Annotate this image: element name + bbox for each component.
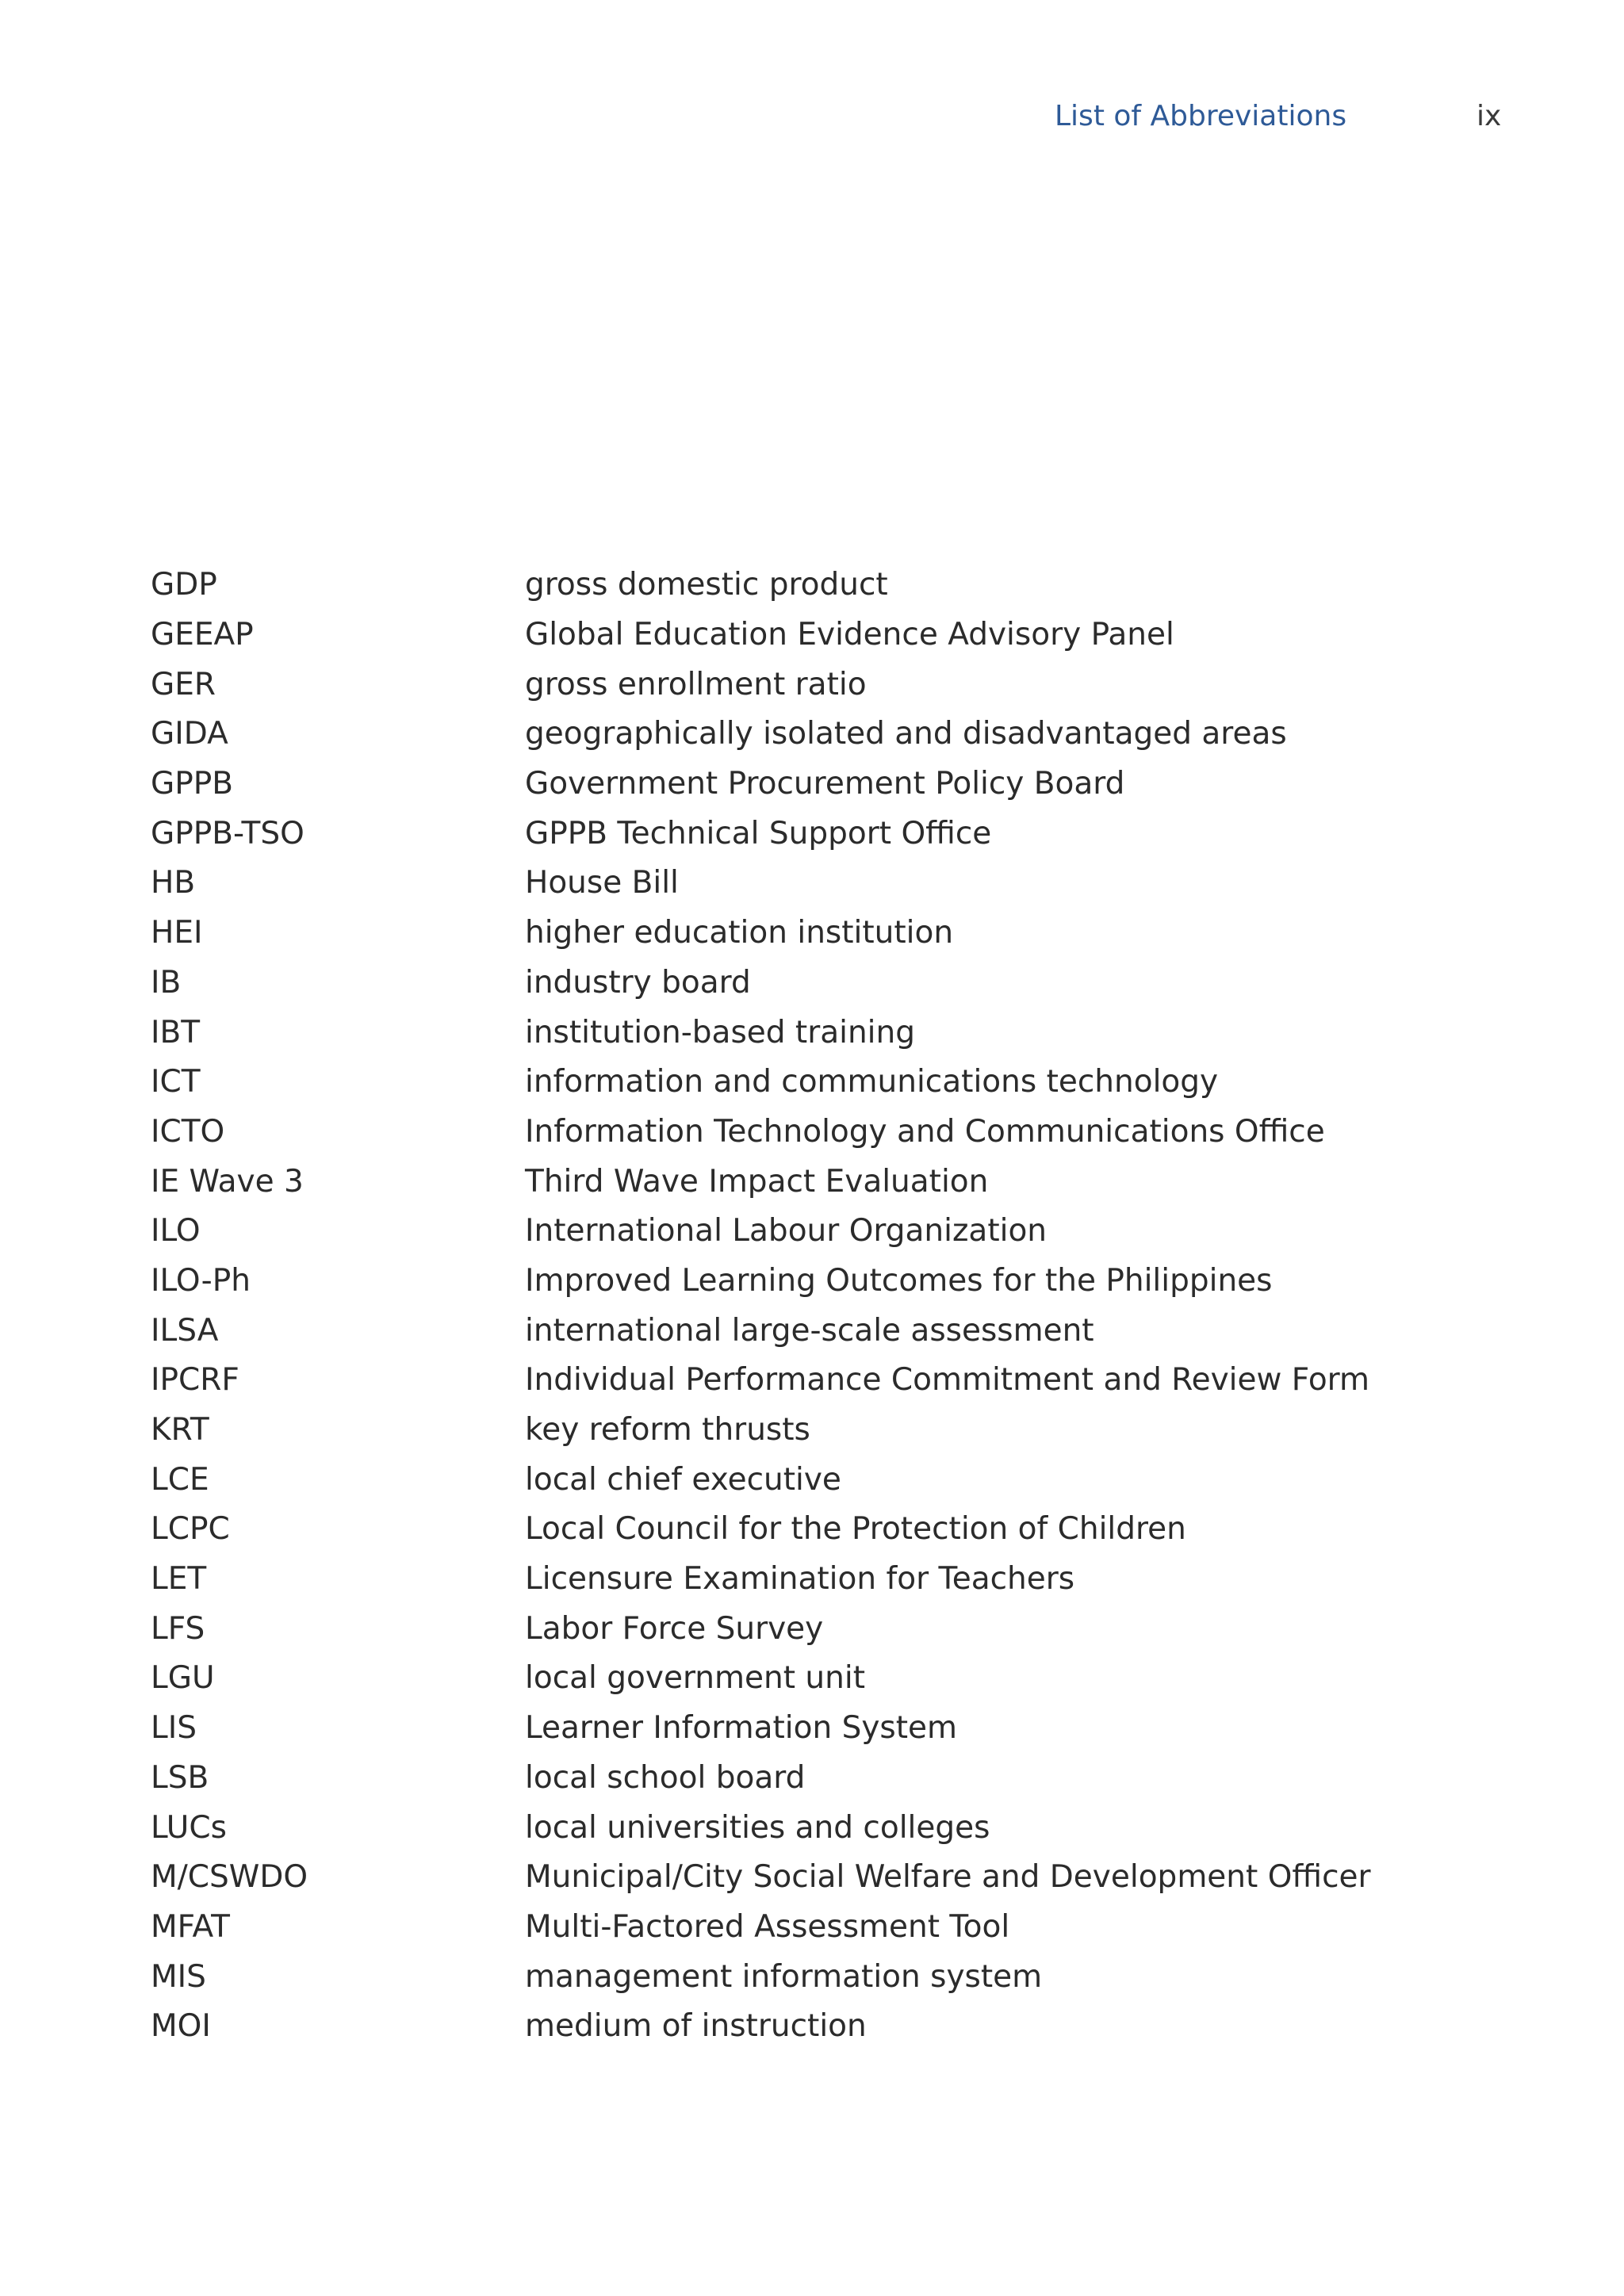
abbreviation-definition: higher education institution bbox=[525, 915, 954, 951]
abbreviation-term: MOI bbox=[151, 2008, 211, 2045]
abbreviation-row bbox=[151, 1754, 1515, 1804]
abbreviation-row bbox=[151, 1058, 1515, 1108]
abbreviation-term: IBT bbox=[151, 1014, 201, 1050]
abbreviation-term: GIDA bbox=[151, 716, 228, 752]
abbreviation-definition: International Labour Organization bbox=[525, 1213, 1048, 1249]
abbreviation-definition: industry board bbox=[525, 964, 751, 1001]
abbreviation-row bbox=[151, 760, 1515, 809]
abbreviation-definition: medium of instruction bbox=[525, 2008, 867, 2045]
abbreviation-definition: local universities and colleges bbox=[525, 1809, 990, 1846]
abbreviation-term: GER bbox=[151, 666, 216, 702]
abbreviation-term: GPPB-TSO bbox=[151, 815, 304, 851]
abbreviation-definition: Learner Information System bbox=[525, 1710, 958, 1747]
abbreviation-term: ILSA bbox=[151, 1312, 219, 1349]
abbreviation-definition: Labor Force Survey bbox=[525, 1610, 824, 1647]
abbreviation-row bbox=[151, 1008, 1515, 1058]
abbreviation-term: HEI bbox=[151, 915, 203, 951]
abbreviation-term: GPPB bbox=[151, 766, 234, 802]
abbreviation-definition: key reform thrusts bbox=[525, 1412, 810, 1448]
abbreviation-row bbox=[151, 2002, 1515, 2052]
abbreviation-row bbox=[151, 809, 1515, 859]
abbreviation-row bbox=[151, 610, 1515, 660]
abbreviation-row bbox=[151, 1903, 1515, 1953]
abbreviation-row bbox=[151, 660, 1515, 710]
abbreviation-row bbox=[151, 859, 1515, 909]
abbreviation-list bbox=[151, 561, 1515, 2052]
abbreviation-row bbox=[151, 959, 1515, 1008]
section-title: List of Abbreviations bbox=[1055, 100, 1347, 132]
abbreviation-row bbox=[151, 909, 1515, 959]
page-number: ix bbox=[1477, 100, 1502, 132]
abbreviation-row bbox=[151, 1356, 1515, 1406]
running-header bbox=[0, 97, 1624, 136]
abbreviation-term: M/CSWDO bbox=[151, 1859, 308, 1896]
abbreviation-row bbox=[151, 710, 1515, 760]
abbreviation-definition: gross enrollment ratio bbox=[525, 666, 867, 702]
abbreviation-definition: Information Technology and Communications Office bbox=[525, 1113, 1325, 1150]
abbreviation-term: ILO bbox=[151, 1213, 201, 1249]
abbreviation-row bbox=[151, 1803, 1515, 1853]
abbreviation-row bbox=[151, 1306, 1515, 1356]
abbreviation-row bbox=[151, 1853, 1515, 1903]
abbreviation-term: LSB bbox=[151, 1759, 209, 1796]
abbreviation-definition: Government Procurement Policy Board bbox=[525, 766, 1125, 802]
abbreviation-term: LCPC bbox=[151, 1511, 230, 1548]
abbreviation-definition: geographically isolated and disadvantaged areas bbox=[525, 716, 1287, 752]
abbreviation-row bbox=[151, 1207, 1515, 1257]
abbreviation-row bbox=[151, 1257, 1515, 1307]
abbreviation-definition: Third Wave Impact Evaluation bbox=[525, 1163, 989, 1200]
abbreviation-term: LFS bbox=[151, 1610, 205, 1647]
abbreviation-row bbox=[151, 1455, 1515, 1505]
abbreviation-term: KRT bbox=[151, 1412, 209, 1448]
abbreviation-definition: institution-based training bbox=[525, 1014, 915, 1050]
abbreviation-definition: Municipal/City Social Welfare and Development Officer bbox=[525, 1859, 1371, 1896]
abbreviation-term: LET bbox=[151, 1561, 207, 1598]
abbreviation-definition: local school board bbox=[525, 1759, 806, 1796]
abbreviation-term: MIS bbox=[151, 1958, 206, 1995]
abbreviation-row bbox=[151, 1654, 1515, 1704]
abbreviation-row bbox=[151, 1406, 1515, 1456]
abbreviation-definition: Improved Learning Outcomes for the Philippines bbox=[525, 1262, 1273, 1299]
abbreviation-term: IPCRF bbox=[151, 1362, 239, 1399]
abbreviation-term: LIS bbox=[151, 1710, 197, 1747]
abbreviation-row bbox=[151, 1604, 1515, 1654]
abbreviation-term: GEEAP bbox=[151, 617, 254, 653]
abbreviation-row bbox=[151, 1108, 1515, 1158]
abbreviation-definition: Local Council for the Protection of Children bbox=[525, 1511, 1186, 1548]
abbreviation-definition: information and communications technology bbox=[525, 1064, 1219, 1100]
abbreviation-row bbox=[151, 1952, 1515, 2002]
abbreviation-definition: local chief executive bbox=[525, 1461, 841, 1498]
abbreviation-term: ICTO bbox=[151, 1113, 225, 1150]
abbreviation-term: ILO-Ph bbox=[151, 1262, 251, 1299]
abbreviation-term: HB bbox=[151, 865, 196, 901]
abbreviation-term: IE Wave 3 bbox=[151, 1163, 304, 1200]
abbreviation-term: LGU bbox=[151, 1660, 215, 1697]
abbreviation-term: ICT bbox=[151, 1064, 201, 1100]
abbreviation-definition: GPPB Technical Support Office bbox=[525, 815, 992, 851]
abbreviation-term: IB bbox=[151, 964, 182, 1001]
abbreviation-row bbox=[151, 1704, 1515, 1754]
abbreviation-term: GDP bbox=[151, 567, 217, 603]
abbreviation-definition: management information system bbox=[525, 1958, 1043, 1995]
abbreviation-definition: international large-scale assessment bbox=[525, 1312, 1094, 1349]
abbreviation-definition: House Bill bbox=[525, 865, 679, 901]
abbreviation-term: LUCs bbox=[151, 1809, 227, 1846]
abbreviation-definition: local government unit bbox=[525, 1660, 865, 1697]
abbreviation-term: MFAT bbox=[151, 1908, 230, 1945]
abbreviation-definition: Global Education Evidence Advisory Panel bbox=[525, 617, 1174, 653]
abbreviation-definition: gross domestic product bbox=[525, 567, 888, 603]
abbreviation-definition: Multi-Factored Assessment Tool bbox=[525, 1908, 1010, 1945]
abbreviation-row bbox=[151, 1157, 1515, 1207]
abbreviation-row bbox=[151, 1505, 1515, 1555]
abbreviation-definition: Licensure Examination for Teachers bbox=[525, 1561, 1075, 1598]
abbreviation-row bbox=[151, 561, 1515, 610]
abbreviation-row bbox=[151, 1555, 1515, 1605]
abbreviation-term: LCE bbox=[151, 1461, 209, 1498]
abbreviation-definition: Individual Performance Commitment and Review Form bbox=[525, 1362, 1370, 1399]
